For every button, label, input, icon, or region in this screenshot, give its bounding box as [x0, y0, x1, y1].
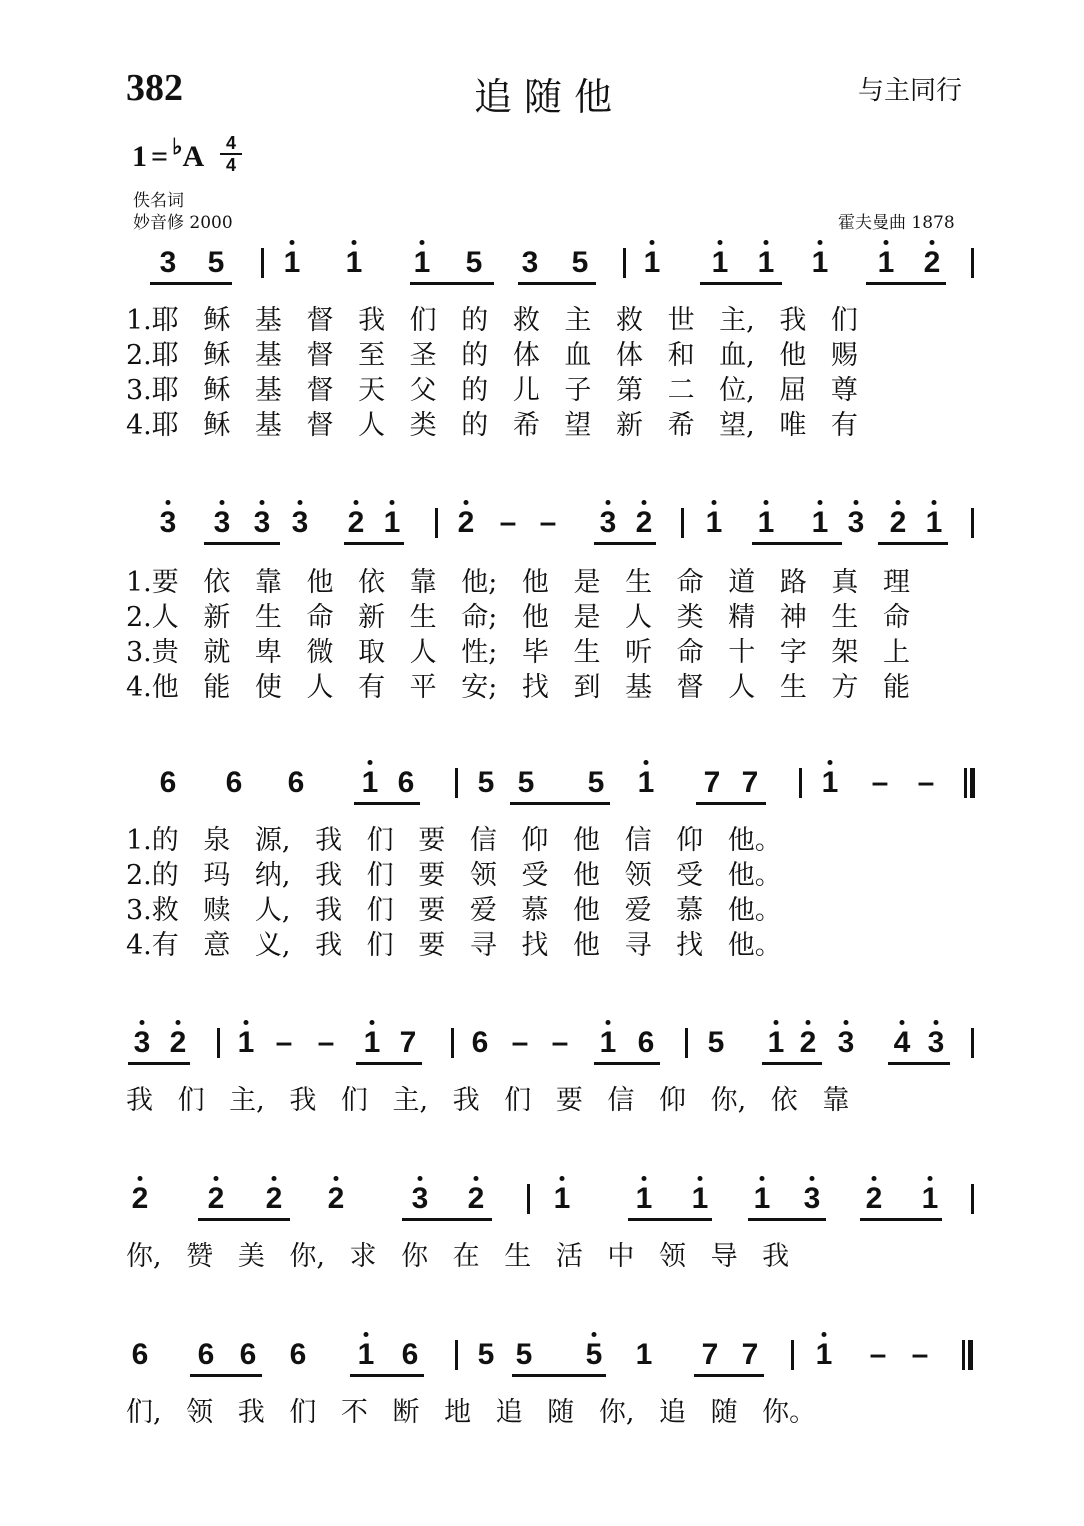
- dash-extension: –: [499, 506, 517, 539]
- octave-dot: [844, 1020, 849, 1025]
- note: 3: [213, 506, 231, 539]
- beam-underline: [204, 542, 280, 545]
- note: 5: [477, 766, 495, 799]
- beam-underline: [594, 1062, 660, 1065]
- octave-dot: [364, 1332, 369, 1337]
- octave-dot: [592, 1332, 597, 1337]
- beam-underline: [190, 1374, 262, 1377]
- beam-underline: [628, 1218, 712, 1221]
- beam-underline: [350, 1374, 424, 1377]
- note: 1: [357, 1338, 375, 1371]
- note: 7: [701, 1338, 719, 1371]
- bar-line: [623, 248, 626, 278]
- final-bar-line: [962, 1340, 972, 1370]
- note: 5: [207, 246, 225, 279]
- octave-dot: [272, 1176, 277, 1181]
- octave-dot: [854, 500, 859, 505]
- key-note: A: [182, 140, 205, 173]
- dash-extension: –: [871, 766, 889, 799]
- note: 1: [361, 766, 379, 799]
- octave-dot: [884, 240, 889, 245]
- note: 2: [799, 1026, 817, 1059]
- note: 1: [877, 246, 895, 279]
- octave-dot: [764, 500, 769, 505]
- note: 1: [815, 1338, 833, 1371]
- hymn-title: 追随他: [474, 75, 625, 119]
- note: 6: [289, 1338, 307, 1371]
- beam-underline: [344, 542, 404, 545]
- note: 2: [467, 1182, 485, 1215]
- time-signature: [220, 134, 242, 174]
- octave-dot: [718, 240, 723, 245]
- note: 3: [253, 506, 271, 539]
- octave-dot: [606, 1020, 611, 1025]
- dash-extension: –: [911, 1338, 929, 1371]
- note: 1: [921, 1182, 939, 1215]
- note: 3: [803, 1182, 821, 1215]
- composer: 霍夫曼曲 1878: [838, 213, 955, 233]
- note: 2: [635, 506, 653, 539]
- note: 6: [397, 766, 415, 799]
- bar-line: [435, 508, 438, 538]
- key-equals: =: [151, 140, 169, 173]
- lyric-line: 4.有 意 义, 我 们 要 寻 找 他 寻 找 他。: [126, 930, 782, 961]
- note: 5: [707, 1026, 725, 1059]
- note: 7: [703, 766, 721, 799]
- octave-dot: [872, 1176, 877, 1181]
- octave-dot: [774, 1020, 779, 1025]
- note: 1: [283, 246, 301, 279]
- note: 6: [131, 1338, 149, 1371]
- note: 2: [131, 1182, 149, 1215]
- note: 1: [925, 506, 943, 539]
- beam-underline: [888, 1062, 950, 1065]
- beam-underline: [356, 1062, 422, 1065]
- note: 5: [587, 766, 605, 799]
- lyric-line: 你, 赞 美 你, 求 你 在 生 活 中 领 导 我: [126, 1241, 790, 1272]
- note: 1: [757, 246, 775, 279]
- note: 3: [927, 1026, 945, 1059]
- dash-extension: –: [551, 1026, 569, 1059]
- lyric-line: 们, 领 我 们 不 断 地 追 随 你, 追 随 你。: [126, 1397, 817, 1428]
- dash-extension: –: [539, 506, 557, 539]
- note: 2: [889, 506, 907, 539]
- beam-underline: [510, 802, 610, 805]
- key-one: 1: [132, 140, 147, 173]
- octave-dot: [176, 1020, 181, 1025]
- octave-dot: [370, 1020, 375, 1025]
- dash-extension: –: [917, 766, 935, 799]
- bar-line: [971, 508, 974, 538]
- note: 2: [347, 506, 365, 539]
- beam-underline: [700, 282, 782, 285]
- bar-line: [971, 1184, 974, 1214]
- lyric-line: 我 们 主, 我 们 主, 我 们 要 信 仰 你, 依 靠: [126, 1085, 850, 1116]
- note: 5: [477, 1338, 495, 1371]
- note: 1: [637, 766, 655, 799]
- octave-dot: [644, 760, 649, 765]
- lyric-line: 3.耶 稣 基 督 天 父 的 儿 子 第 二 位, 屈 尊: [126, 375, 858, 406]
- octave-dot: [290, 240, 295, 245]
- octave-dot: [650, 240, 655, 245]
- beam-underline: [410, 282, 494, 285]
- beam-underline: [402, 1218, 492, 1221]
- note: 6: [637, 1026, 655, 1059]
- octave-dot: [928, 1176, 933, 1181]
- lyric-line: 4.耶 稣 基 督 人 类 的 希 望 新 希 望, 唯 有: [126, 410, 858, 441]
- octave-dot: [828, 760, 833, 765]
- bar-line: [971, 1028, 974, 1058]
- note: 1: [821, 766, 839, 799]
- octave-dot: [712, 500, 717, 505]
- note: 7: [741, 766, 759, 799]
- beam-underline: [354, 802, 420, 805]
- bar-line: [451, 1028, 454, 1058]
- note: 3: [847, 506, 865, 539]
- octave-dot: [298, 500, 303, 505]
- collection-name: 与主同行: [858, 76, 963, 106]
- beam-underline: [594, 542, 656, 545]
- note: 7: [741, 1338, 759, 1371]
- octave-dot: [352, 240, 357, 245]
- note: 3: [521, 246, 539, 279]
- hymn-number: 382: [126, 67, 183, 109]
- dash-extension: –: [275, 1026, 293, 1059]
- beam-underline: [694, 1374, 764, 1377]
- octave-dot: [390, 500, 395, 505]
- octave-dot: [138, 1176, 143, 1181]
- note: 2: [923, 246, 941, 279]
- octave-dot: [474, 1176, 479, 1181]
- octave-dot: [932, 500, 937, 505]
- note: 1: [705, 506, 723, 539]
- note: 1: [553, 1182, 571, 1215]
- note: 2: [327, 1182, 345, 1215]
- note: 6: [471, 1026, 489, 1059]
- bar-line: [455, 1340, 458, 1370]
- lyric-line: 1.的 泉 源, 我 们 要 信 仰 他 信 仰 他。: [126, 825, 782, 856]
- bar-line: [261, 248, 264, 278]
- lyric-line: 1.耶 稣 基 督 我 们 的 救 主 救 世 主, 我 们: [126, 305, 858, 336]
- note: 1: [363, 1026, 381, 1059]
- note: 2: [865, 1182, 883, 1215]
- note: 3: [291, 506, 309, 539]
- note: 1: [635, 1182, 653, 1215]
- dash-extension: –: [317, 1026, 335, 1059]
- octave-dot: [934, 1020, 939, 1025]
- octave-dot: [764, 240, 769, 245]
- note: 1: [635, 1338, 653, 1371]
- note: 2: [207, 1182, 225, 1215]
- octave-dot: [760, 1176, 765, 1181]
- octave-dot: [818, 240, 823, 245]
- octave-dot: [220, 500, 225, 505]
- octave-dot: [354, 500, 359, 505]
- note: 2: [265, 1182, 283, 1215]
- note: 6: [159, 766, 177, 799]
- note: 5: [465, 246, 483, 279]
- final-bar-line: [964, 768, 974, 798]
- bar-line: [455, 768, 458, 798]
- octave-dot: [418, 1176, 423, 1181]
- note: 2: [169, 1026, 187, 1059]
- note: 3: [837, 1026, 855, 1059]
- flat-icon: ♭: [172, 134, 183, 159]
- note: 1: [345, 246, 363, 279]
- dash-extension: –: [869, 1338, 887, 1371]
- note: 3: [159, 246, 177, 279]
- octave-dot: [464, 500, 469, 505]
- note: 1: [691, 1182, 709, 1215]
- note: 1: [413, 246, 431, 279]
- octave-dot: [166, 500, 171, 505]
- bar-line: [971, 248, 974, 278]
- octave-dot: [818, 500, 823, 505]
- key-signature: [132, 134, 205, 174]
- note: 1: [811, 246, 829, 279]
- note: 1: [383, 506, 401, 539]
- note: 1: [811, 506, 829, 539]
- note: 1: [753, 1182, 771, 1215]
- note: 6: [239, 1338, 257, 1371]
- time-top: 4: [225, 133, 236, 153]
- beam-underline: [150, 282, 232, 285]
- octave-dot: [214, 1176, 219, 1181]
- octave-dot: [334, 1176, 339, 1181]
- note: 3: [411, 1182, 429, 1215]
- beam-underline: [518, 282, 596, 285]
- note: 5: [515, 1338, 533, 1371]
- note: 3: [133, 1026, 151, 1059]
- note: 5: [571, 246, 589, 279]
- lyricist: 佚名词: [133, 191, 184, 211]
- note: 6: [225, 766, 243, 799]
- beam-underline: [198, 1218, 290, 1221]
- beam-underline: [752, 542, 842, 545]
- lyric-line: 2.的 玛 纳, 我 们 要 领 受 他 领 受 他。: [126, 860, 782, 891]
- lyric-line: 2.耶 稣 基 督 至 圣 的 体 血 体 和 血, 他 赐: [126, 340, 858, 371]
- beam-underline: [860, 1218, 942, 1221]
- note: 6: [287, 766, 305, 799]
- bar-line: [527, 1184, 530, 1214]
- lyric-line: 2.人 新 生 命 新 生 命; 他 是 人 类 精 神 生 命: [126, 602, 911, 633]
- beam-underline: [762, 1062, 822, 1065]
- octave-dot: [560, 1176, 565, 1181]
- note: 1: [237, 1026, 255, 1059]
- note: 1: [643, 246, 661, 279]
- time-bottom: 4: [225, 155, 236, 175]
- octave-dot: [244, 1020, 249, 1025]
- octave-dot: [368, 760, 373, 765]
- octave-dot: [930, 240, 935, 245]
- octave-dot: [140, 1020, 145, 1025]
- note: 1: [711, 246, 729, 279]
- octave-dot: [420, 240, 425, 245]
- bar-line: [791, 1340, 794, 1370]
- note: 3: [599, 506, 617, 539]
- beam-underline: [696, 802, 766, 805]
- beam-underline: [878, 542, 948, 545]
- note: 3: [159, 506, 177, 539]
- note: 4: [893, 1026, 911, 1059]
- octave-dot: [260, 500, 265, 505]
- bar-line: [799, 768, 802, 798]
- note: 6: [197, 1338, 215, 1371]
- beam-underline: [866, 282, 946, 285]
- lyric-line: 1.要 依 靠 他 依 靠 他; 他 是 生 命 道 路 真 理: [126, 567, 911, 598]
- octave-dot: [698, 1176, 703, 1181]
- note: 1: [599, 1026, 617, 1059]
- beam-underline: [128, 1062, 190, 1065]
- dash-extension: –: [511, 1026, 529, 1059]
- octave-dot: [896, 500, 901, 505]
- note: 1: [757, 506, 775, 539]
- octave-dot: [810, 1176, 815, 1181]
- note: 5: [517, 766, 535, 799]
- lyric-line: 3.救 赎 人, 我 们 要 爱 慕 他 爱 慕 他。: [126, 895, 782, 926]
- note: 7: [399, 1026, 417, 1059]
- octave-dot: [900, 1020, 905, 1025]
- beam-underline: [748, 1218, 826, 1221]
- note: 5: [585, 1338, 603, 1371]
- bar-line: [681, 508, 684, 538]
- note: 6: [401, 1338, 419, 1371]
- bar-line: [685, 1028, 688, 1058]
- octave-dot: [642, 500, 647, 505]
- lyric-line: 4.他 能 使 人 有 平 安; 找 到 基 督 人 生 方 能: [126, 672, 911, 703]
- octave-dot: [606, 500, 611, 505]
- note: 2: [457, 506, 475, 539]
- octave-dot: [806, 1020, 811, 1025]
- reviser: 妙音修 2000: [133, 213, 233, 233]
- lyric-line: 3.贵 就 卑 微 取 人 性; 毕 生 听 命 十 字 架 上: [126, 637, 911, 668]
- bar-line: [217, 1028, 220, 1058]
- octave-dot: [822, 1332, 827, 1337]
- octave-dot: [642, 1176, 647, 1181]
- beam-underline: [512, 1374, 606, 1377]
- note: 1: [767, 1026, 785, 1059]
